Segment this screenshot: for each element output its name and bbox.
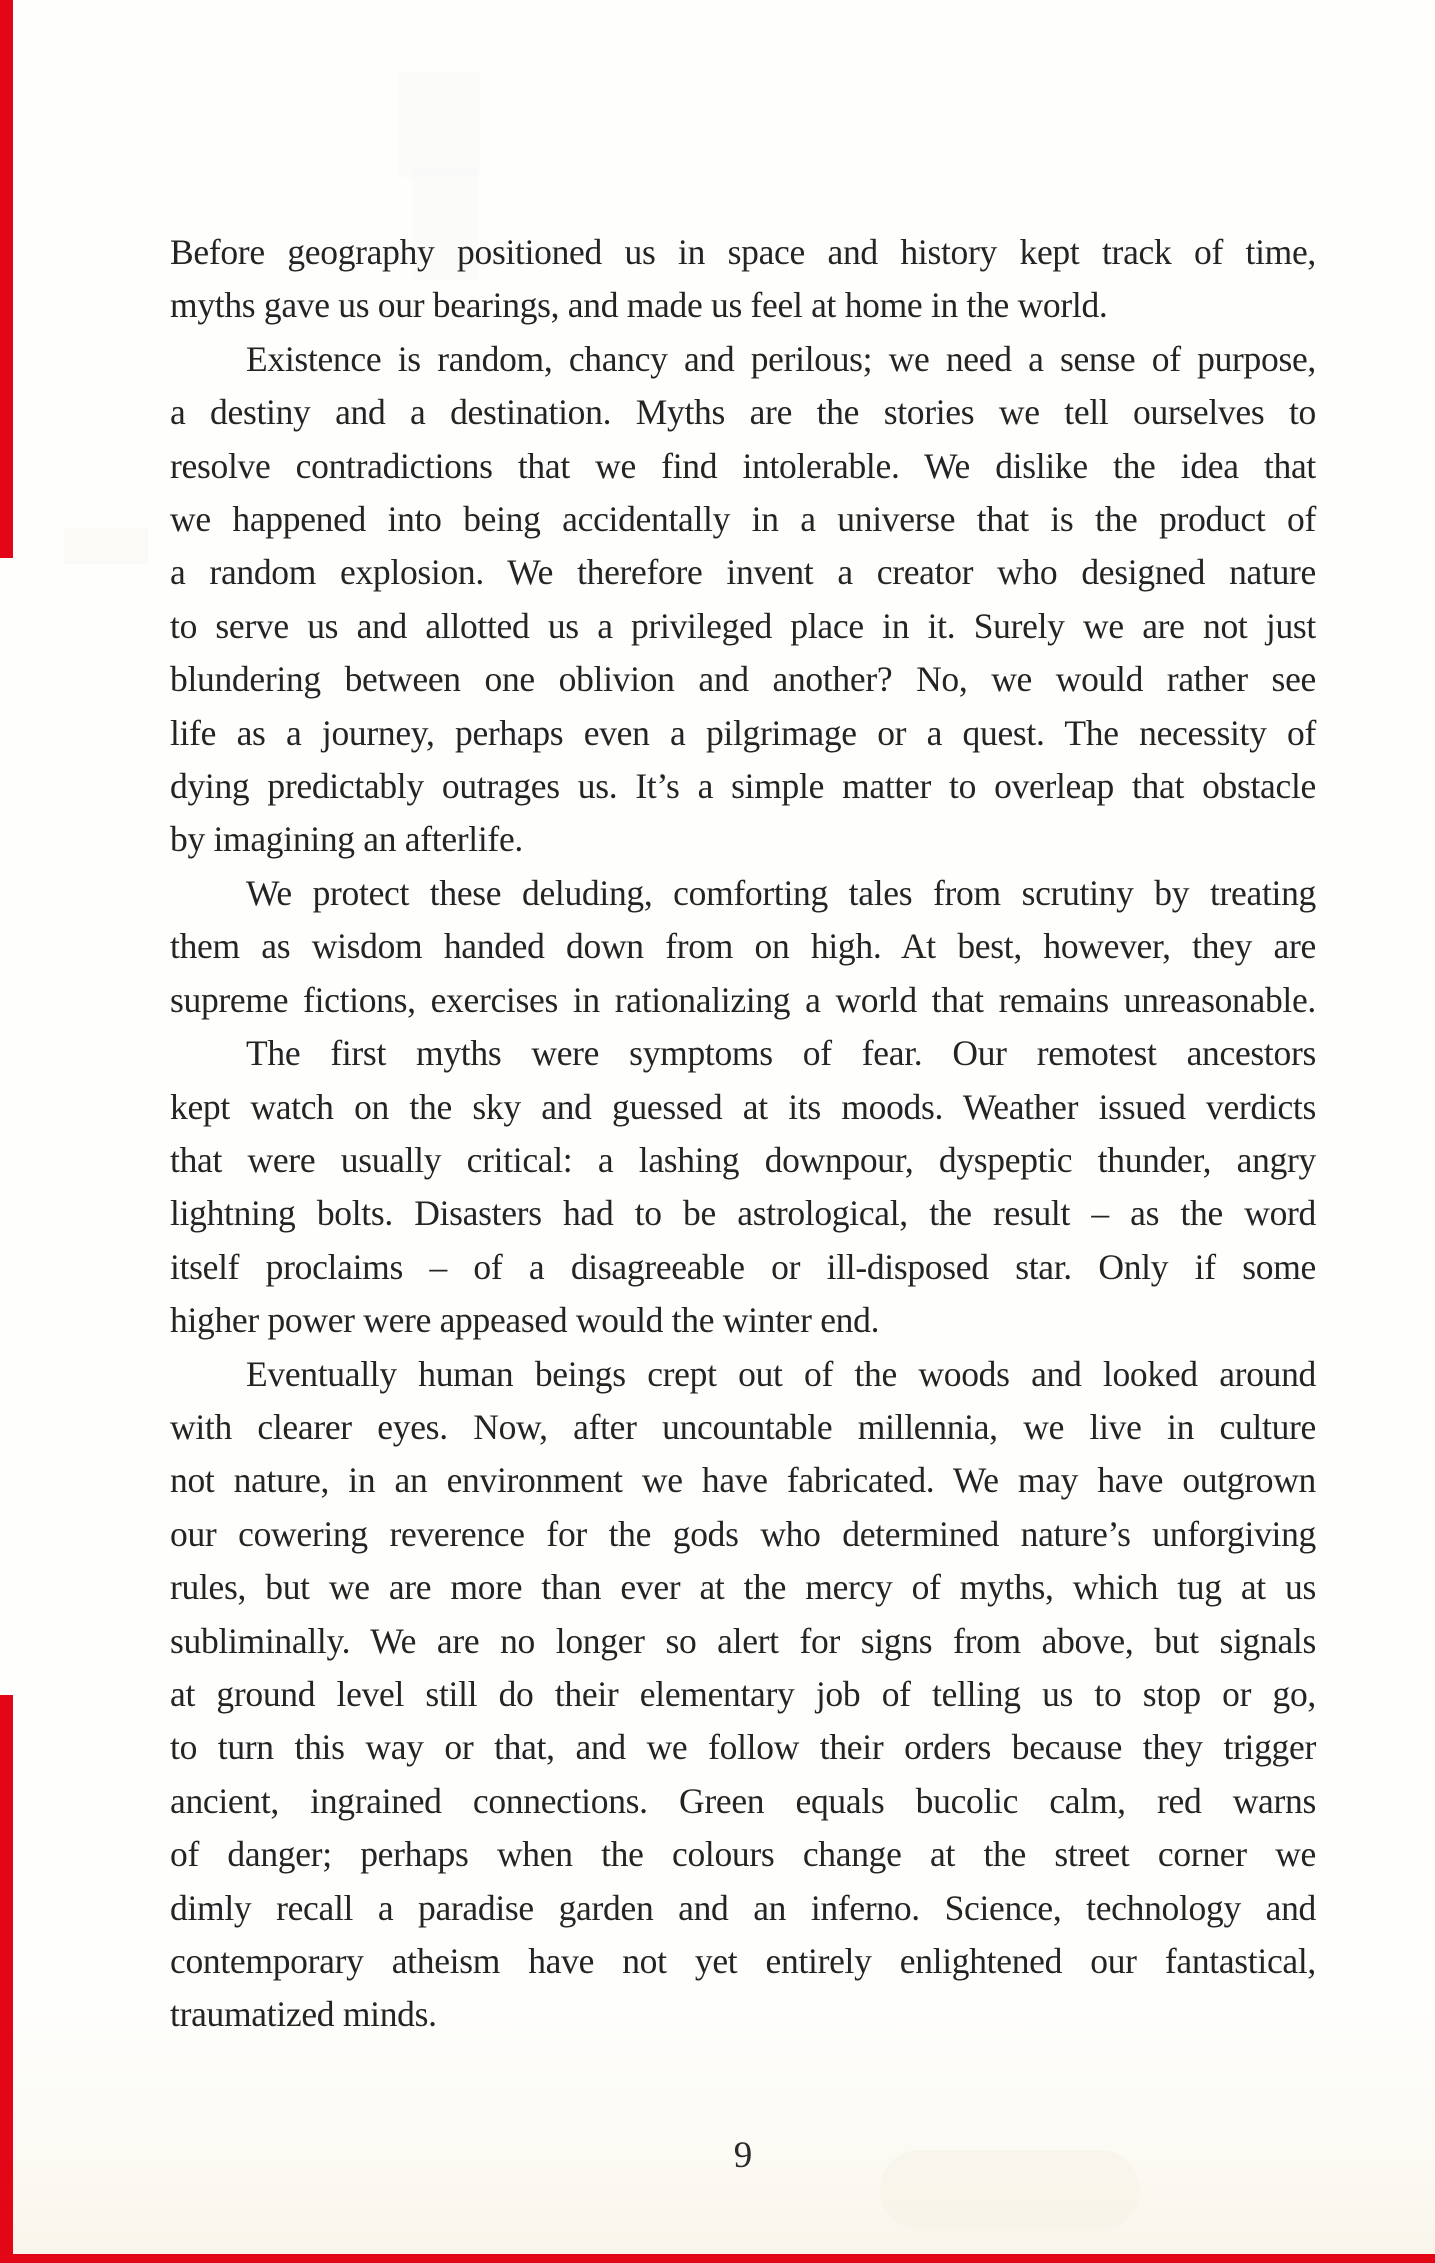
body-text <box>170 226 1316 2042</box>
text-line: itself proclaims – of a disagreeable or ill-disposed star. Only if some <box>170 1246 1316 1287</box>
text-line: Before geography positioned us in space and history kept track of time, <box>170 232 1316 272</box>
red-cover-edge-left-top <box>0 0 13 558</box>
text-line: them as wisdom handed down from on high. At best, however, they are <box>170 926 1316 967</box>
page-number: 9 <box>733 2135 753 2176</box>
text-line: traumatized minds. <box>170 1994 437 2035</box>
text-line: our cowering reverence for the gods who determined nature’s unforgiving <box>170 1513 1316 1554</box>
text-line: higher power were appeased would the winter end. <box>170 1300 880 1341</box>
text-line: dimly recall a paradise garden and an inferno. Science, technology and <box>170 1887 1316 1928</box>
text-line: The first myths were symptoms of fear. Our remotest ancestors <box>246 1033 1316 1074</box>
text-line: We protect these deluding, comforting tales from scrutiny by treating <box>246 872 1316 913</box>
text-line: blundering between one oblivion and another? No, we would rather see <box>170 659 1316 700</box>
text-line: we happened into being accidentally in a universe that is the product of <box>170 499 1316 540</box>
text-line: at ground level still do their elementary job of telling us to stop or go, <box>170 1673 1316 1714</box>
text-line: rules, but we are more than ever at the mercy of myths, which tug at us <box>170 1567 1316 1608</box>
text-line: kept watch on the sky and guessed at its moods. Weather issued verdicts <box>170 1086 1316 1127</box>
text-line: by imagining an afterlife. <box>170 819 523 860</box>
text-line: with clearer eyes. Now, after uncountable millennia, we live in culture <box>170 1406 1316 1447</box>
text-line: Existence is random, chancy and perilous; we need a sense of purpose, <box>246 338 1316 379</box>
text-line: contemporary atheism have not yet entirely enlightened our fantastical, <box>170 1941 1316 1981</box>
text-line: subliminally. We are no longer so alert for signs from above, but signals <box>170 1620 1316 1661</box>
text-line: resolve contradictions that we find intolerable. We dislike the idea that <box>170 445 1316 486</box>
text-line: lightning bolts. Disasters had to be astrological, the result – as the word <box>170 1193 1316 1234</box>
text-line: that were usually critical: a lashing downpour, dyspeptic thunder, angry <box>170 1139 1316 1180</box>
text-line: life as a journey, perhaps even a pilgrimage or a quest. The necessity of <box>170 712 1316 753</box>
text-line: to serve us and allotted us a privileged place in it. Surely we are not just <box>170 605 1316 646</box>
text-line: to turn this way or that, and we follow their orders because they trigger <box>170 1727 1316 1768</box>
text-line: myths gave us our bearings, and made us feel at home in the world. <box>170 285 1108 326</box>
text-line: supreme fictions, exercises in rationalizing a world that remains unreasonable. <box>170 979 1316 1020</box>
scan-smudge <box>64 528 148 564</box>
text-line: a destiny and a destination. Myths are the stories we tell ourselves to <box>170 392 1316 433</box>
text-line: of danger; perhaps when the colours change at the street corner we <box>170 1834 1316 1875</box>
text-line: dying predictably outrages us. It’s a simple matter to overleap that obstacle <box>170 766 1316 807</box>
text-line: not nature, in an environment we have fabricated. We may have outgrown <box>170 1460 1316 1501</box>
scan-smudge <box>398 72 480 177</box>
text-line: Eventually human beings crept out of the woods and looked around <box>246 1353 1316 1394</box>
red-cover-edge-bottom <box>0 2254 1435 2263</box>
text-line: a random explosion. We therefore invent a creator who designed nature <box>170 552 1316 593</box>
text-line: ancient, ingrained connections. Green equals bucolic calm, red warns <box>170 1780 1316 1821</box>
red-cover-edge-left-bottom <box>0 1695 13 2263</box>
